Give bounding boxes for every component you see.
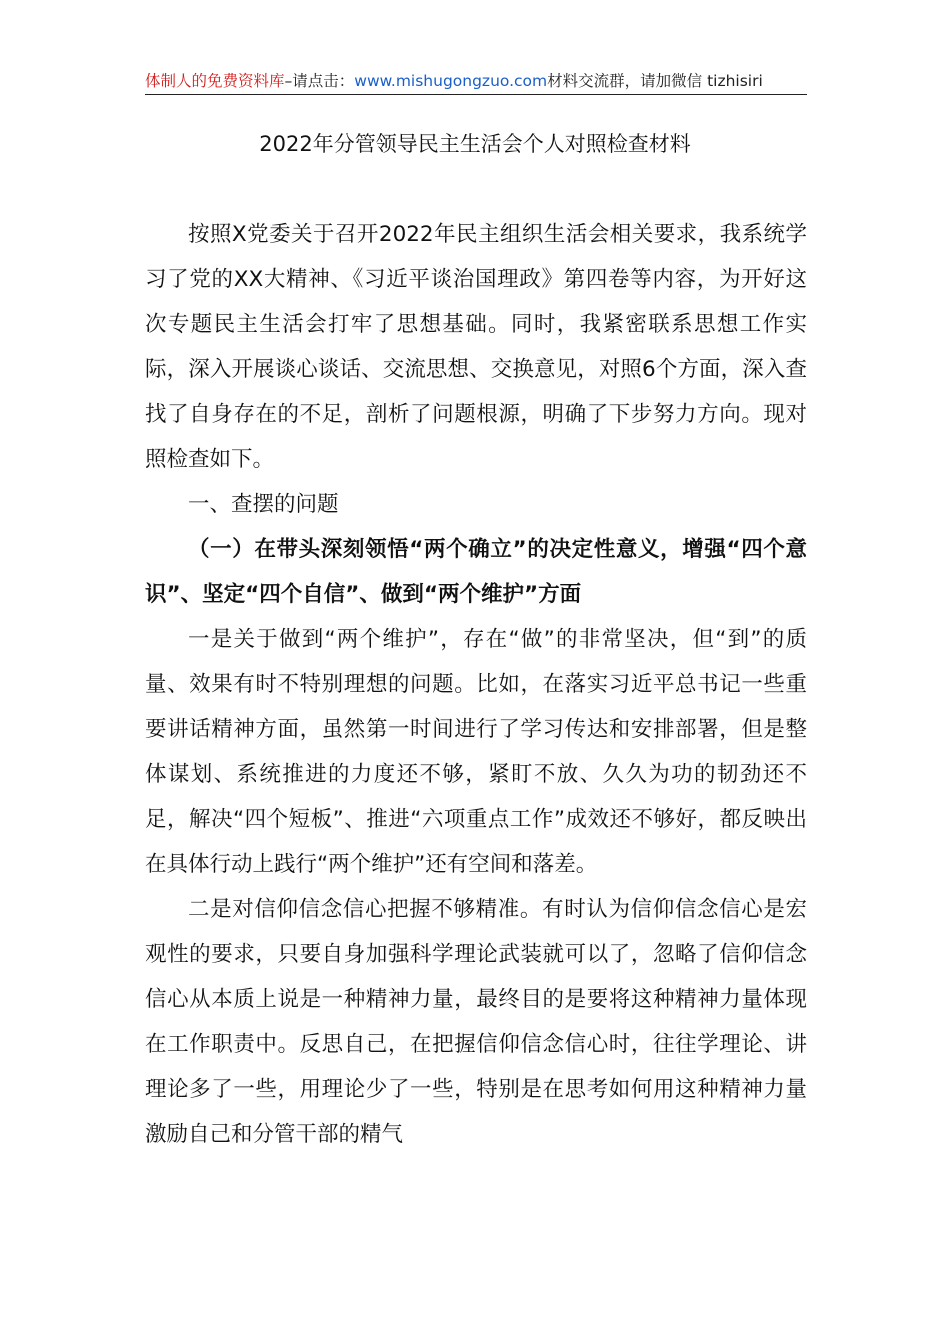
document-body bbox=[145, 212, 807, 1157]
page-header bbox=[145, 68, 807, 95]
header-note: 材料交流群，请加微信 tizhisiri bbox=[547, 72, 763, 90]
header-url-link[interactable]: www.mishugongzuo.com bbox=[354, 72, 548, 90]
intro-paragraph: 按照X党委关于召开2022年民主组织生活会相关要求，我系统学习了党的XX大精神、《习近平谈治国理政》第四卷等内容，为开好这次专题民主生活会打牢了思想基础。同时，我紧密联系思想工作实际，深入开展谈心谈话、交流思想、交换意见，对照6个方面，深入查找了自身存在的不足，剖析了问题根源，明确了下步努力方向。现对照检查如下。 bbox=[145, 222, 807, 472]
header-prompt: –请点击： bbox=[284, 72, 355, 90]
document-title: 2022年分管领导民主生活会个人对照检查材料 bbox=[259, 132, 691, 156]
header-site-name: 体制人的免费资料库 bbox=[145, 72, 285, 90]
section-heading: 一、查摆的问题 bbox=[188, 492, 339, 517]
body-paragraph: 一是关于做到“两个维护”，存在“做”的非常坚决，但“到”的质量、效果有时不特别理想的问题。比如，在落实习近平总书记一些重要讲话精神方面，虽然第一时间进行了学习传达和安排部署，但是整体谋划、系统推进的力度还不够，紧盯不放、久久为功的韧劲还不足，解决“四个短板”、推进“六项重点工作”成效还不够好，都反映出在具体行动上践行“两个维护”还有空间和落差。 bbox=[145, 627, 807, 877]
body-paragraph: 二是对信仰信念信心把握不够精准。有时认为信仰信念信心是宏观性的要求，只要自身加强科学理论武装就可以了，忽略了信仰信念信心从本质上说是一种精神力量，最终目的是要将这种精神力量体现在工作职责中。反思自己，在把握信仰信念信心时，往往学理论、讲理论多了一些，用理论少了一些，特别是在思考如何用这种精神力量激励自己和分管干部的精气 bbox=[145, 897, 807, 1147]
subsection-heading: （一）在带头深刻领悟“两个确立”的决定性意义，增强“四个意识”、坚定“四个自信”、做到“两个维护”方面 bbox=[145, 537, 807, 607]
